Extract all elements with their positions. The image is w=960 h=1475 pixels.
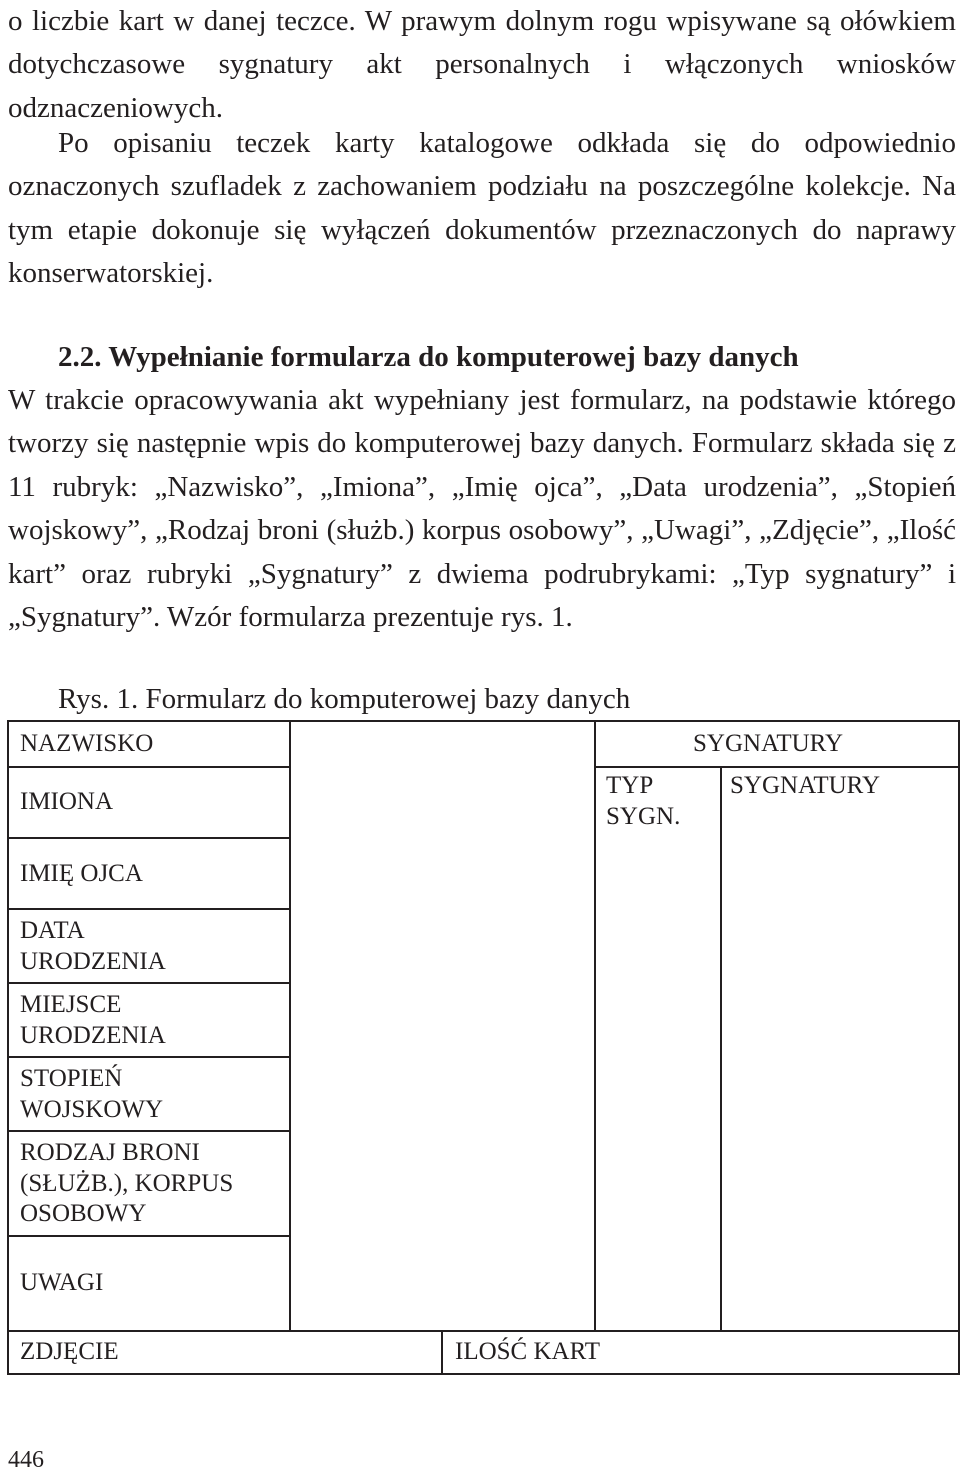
form-rule (7, 1130, 289, 1132)
figure-caption: Rys. 1. Formularz do komputerowej bazy danych (58, 683, 631, 715)
label-typ-sygn: TYP SYGN. (606, 772, 681, 830)
label-imie-ojca: IMIĘ OJCA (20, 860, 143, 887)
label-sygnatury-header: SYGNATURY (693, 730, 844, 757)
section-heading: 2.2. Wypełnianie formularza do komputerowej bazy danych (58, 341, 799, 373)
form-border-top (7, 720, 960, 722)
section-body: W trakcie opracowywania akt wypełniany jest formularz, na podstawie którego tworzy się następnie wpis do komputerowej bazy danych. Formularz składa się z 11 rubryk: „Nazwisko”, „Imiona”, „Imię ojca”, „Data urodzenia”, „Stopień wojskowy”, „Rodzaj broni (służb.) korpus osobowy”, „Uwagi”, „Zdjęcie”, „Ilość kart” oraz rubryki „Sygnatury” z dwiema podrubrykami: „Typ sygnatury” i „Sygnatury”. Wzór formularza prezentuje rys. 1. (8, 384, 956, 634)
form-rule (7, 982, 289, 984)
label-nazwisko: NAZWISKO (20, 730, 154, 757)
form-divider (289, 720, 291, 1332)
label-data-urodzenia: DATA URODZENIA (20, 917, 166, 975)
label-rodzaj-broni: RODZAJ BRONI (SŁUŻB.), KORPUS OSOBOWY (20, 1139, 234, 1227)
database-form (7, 720, 960, 1375)
label-stopien-wojskowy: STOPIEŃ WOJSKOWY (20, 1065, 164, 1123)
form-rule (594, 766, 960, 768)
label-sygnatury-sub: SYGNATURY (730, 772, 881, 799)
label-uwagi: UWAGI (20, 1269, 104, 1296)
form-divider (594, 720, 596, 1332)
form-divider (441, 1330, 443, 1375)
form-rule (7, 766, 289, 768)
label-ilosc-kart: ILOŚĆ KART (455, 1338, 601, 1365)
form-border-bottom (7, 1373, 960, 1375)
page-number: 446 (8, 1447, 44, 1473)
paragraph-filing: Po opisaniu teczek karty katalogowe odkłada się do odpowiednio oznaczonych szufladek z zachowaniem podziału na poszczególne kolekcje. Na tym etapie dokonuje się wyłączeń dokumentów przeznaczonych do naprawy konserwatorskiej. (8, 127, 956, 290)
label-miejsce-urodzenia: MIEJSCE URODZENIA (20, 991, 166, 1049)
form-divider (720, 766, 722, 1332)
label-zdjecie: ZDJĘCIE (20, 1338, 119, 1365)
form-border-left (7, 720, 9, 1375)
form-rule (7, 1056, 289, 1058)
paragraph-continuation: o liczbie kart w danej teczce. W prawym dolnym rogu wpisywane są ołówkiem dotychczasowe sygnatury akt personalnych i włączonych wniosków odznaczeniowych. (8, 5, 956, 124)
form-rule (7, 908, 289, 910)
label-imiona: IMIONA (20, 788, 114, 815)
form-rule (7, 837, 289, 839)
form-rule (7, 1330, 960, 1332)
form-rule (7, 1235, 289, 1237)
